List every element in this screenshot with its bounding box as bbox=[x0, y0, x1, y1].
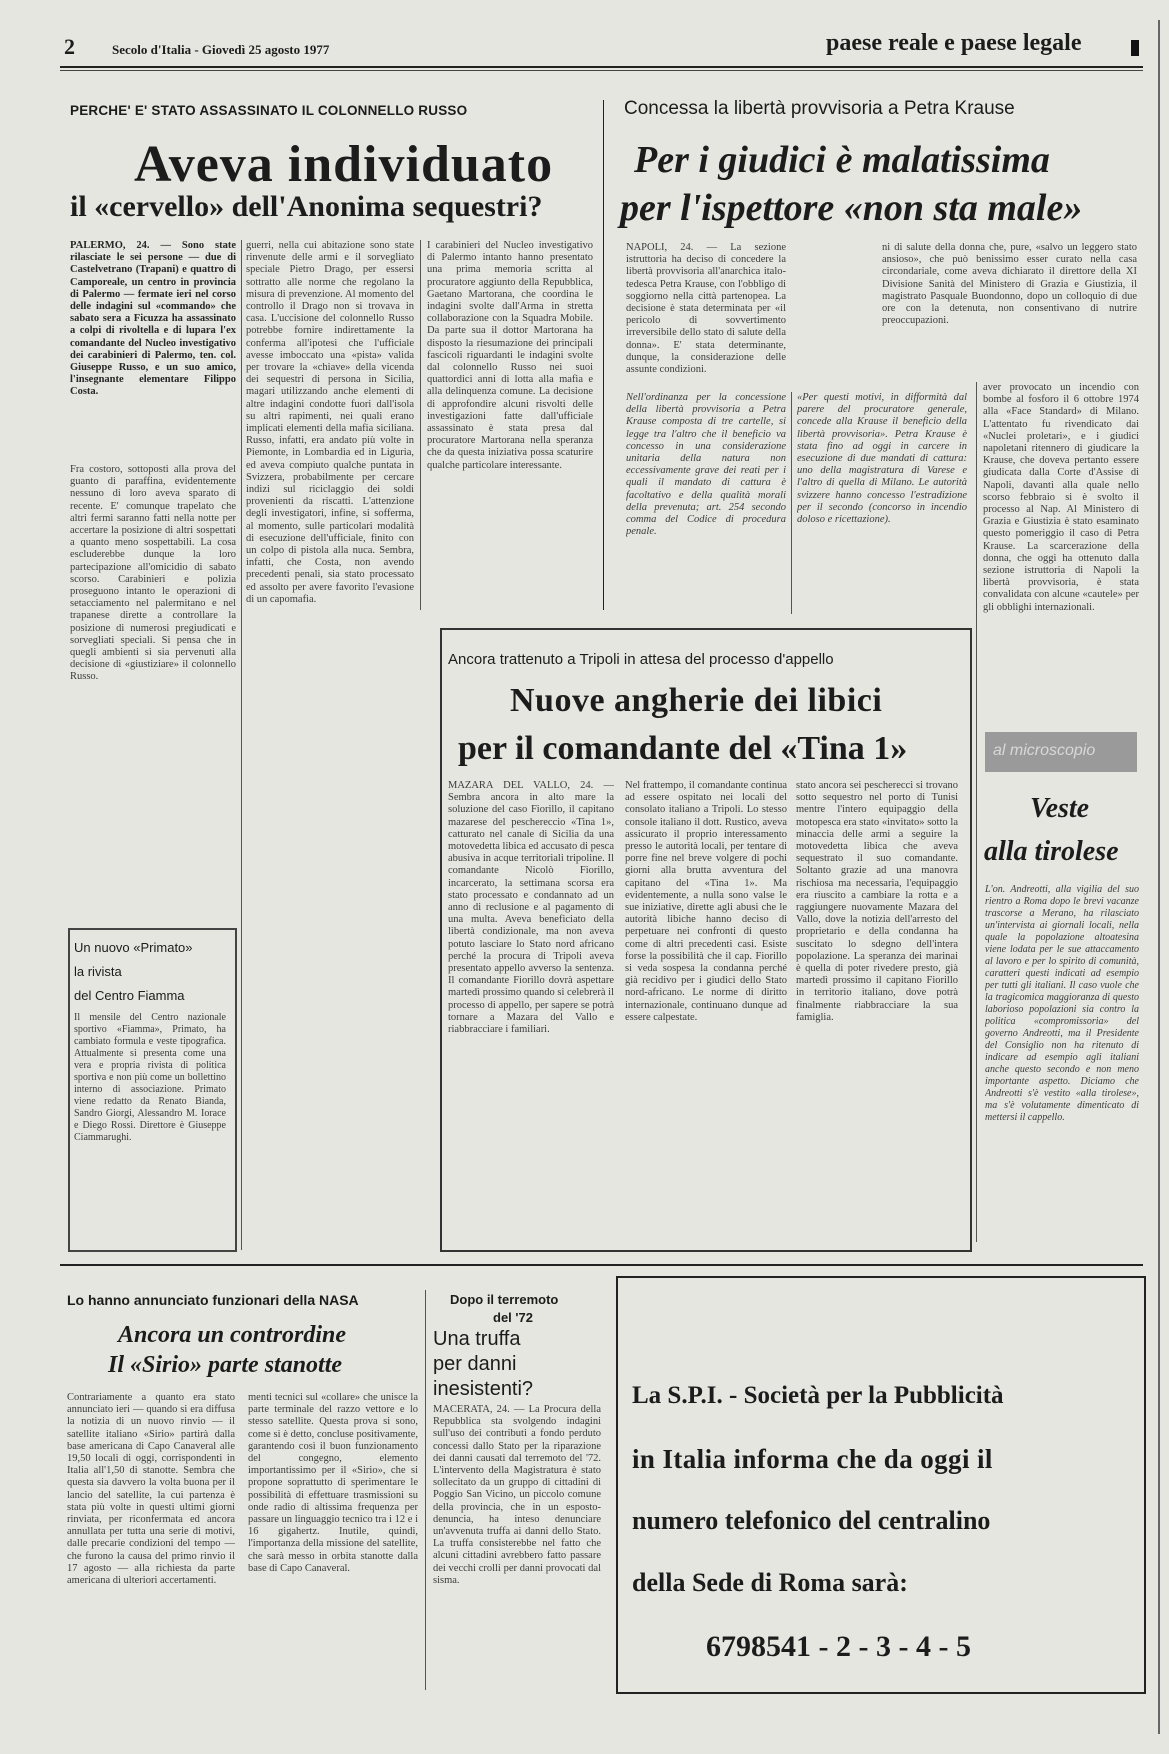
article5-headline-1: Una truffa bbox=[433, 1328, 521, 1350]
primato-text: Il mensile del Centro nazionale sportivo «Fiamma», Primato, ha cambiato formula e veste tipografica. Attualmente si presenta come una vera e propria rivista di politica sportiva e non più come un bollettino interno di associazione. Primato viene redatto da Renato Bianda, Sandro Giorgi, Alessandro M. Iorace e Diego Rossi. Direttore è Giuseppe Ciammarughi. bbox=[74, 1012, 226, 1143]
article3-kicker: Ancora trattenuto a Tripoli in attesa del processo d'appello bbox=[448, 651, 834, 668]
article2-col3: «Per questi motivi, in difformità dal parere del procuratore generale, concede alla Krause il beneficio della libertà provvisoria». Petra Krause è stata fino ad oggi in carcere in esecuzione di due mandati di cattura: uno della magistratura di Varese e l'altro di quella di Milano. Le autorità svizzere hanno concesso l'estradizione per il secondo (concorso in incendio doloso e ricettazione). bbox=[797, 392, 967, 526]
article5-kicker-1: Dopo il terremoto bbox=[450, 1292, 559, 1307]
article4-headline-1: Ancora un contrordine bbox=[118, 1322, 347, 1348]
article5-headline-3: inesistenti? bbox=[433, 1378, 534, 1400]
article2-col4: ni di salute della donna che, pure, «salvo un leggero stato ansioso», che può benissimo esser curato nella casa circondariale, come aveva dichiarato il direttore della XI Divisione Sanità del Ministero di Grazia e Giustizia, il magistrato Pasquale Buondonno, dopo un colloquio di due ore con la detenuta, non consentivano di nutrire preoccupazioni. bbox=[882, 242, 1137, 327]
article1-col4: I carabinieri del Nucleo investigativo di Palermo intanto hanno presentato una prima memoria scritta al procuratore aggiunto della Repubblica, Gaetano Martorana, che coordina le indagini svolte dall'Arma in stretta collaborazione con la Squadra Mobile. Da parte sua il dottor Martorana ha disposto la riesumazione dei principali fascicoli riguardanti le indagini svolte dal colonnello Russo nei suoi quattordici anni di lotta alla mafia e alla delinquenza comune. La decisione di approfondire alcuni risvolti delle investigazioni fatte dall'ufficiale assassinato è stata presa dal procuratore Martorana nella speranza che da questa iniziativa possa scaturire qualche particolare interessante. bbox=[427, 240, 593, 471]
article2-headline-2: per l'ispettore «non sta male» bbox=[620, 187, 1083, 229]
column-divider bbox=[603, 100, 604, 610]
advert-line-1: La S.P.I. - Società per la Pubblicità bbox=[632, 1382, 1004, 1409]
article5-headline-2: per danni bbox=[433, 1353, 517, 1375]
microscopio-headline-1: Veste bbox=[1030, 793, 1090, 824]
article4-col2: menti tecnici sul «collare» che unisce la parte terminale del razzo vettore e lo stesso satellite. Questa prova si sono, come si è detto, concluse positivamente, garantendo così il buon funzionamento del congegno, elemento importantissimo per il «Sirio», che si propone soprattutto di sperimentare le possibilità di effettuare trasmissioni su onde radio di altissima frequenza per passare un linguaggio tecnico tra i 12 e i 16 gigahertz. Inutile, quindi, l'importanza della missione del satellite, che sarà messo in orbita stanotte dalla base di Capo Canaveral. bbox=[248, 1392, 418, 1574]
article4-headline-2: Il «Sirio» parte stanotte bbox=[108, 1352, 343, 1378]
section-marker bbox=[1131, 40, 1139, 56]
page-header bbox=[0, 0, 1169, 80]
page-number: 2 bbox=[64, 34, 75, 59]
article1-headline: Aveva individuato bbox=[134, 136, 554, 193]
masthead-date: Secolo d'Italia - Giovedì 25 agosto 1977 bbox=[112, 42, 330, 57]
article3-col1: MAZARA DEL VALLO, 24. — Sembra ancora in alto mare la soluzione del caso Fiorillo, il capitano mazarese del peschereccio «Tina 1», catturato nel canale di Sicilia da una motovedetta libica ed accusato di pesca abusiva in acque territoriali tripoline. Il comandante Nicolò Fiorillo, incarcerato, la settimana scorsa era stato processato e condannato ad un anno di reclusione e al pagamento di una multa. Aveva beneficiato della libertà condizionale, ma non aveva potuto lasciare lo Stato nord africano perché la procura di Tripoli aveva presentato appello avverso la sentenza. Il comandante Fiorillo dovrà aspettare martedì prossimo quando si celebrerà il processo di appello, per sapere se potrà tornare a Mazara del Vallo e riabbracciare i familiari. bbox=[448, 780, 614, 1036]
article1-divider-2 bbox=[420, 240, 421, 610]
advert-phone: 6798541 - 2 - 3 - 4 - 5 bbox=[706, 1630, 971, 1663]
article3-headline-2: per il comandante del «Tina 1» bbox=[458, 730, 908, 767]
advert-line-2: in Italia informa che da oggi il bbox=[632, 1444, 993, 1474]
microscopio-text: L'on. Andreotti, alla vigilia del suo rientro a Roma dopo le brevi vacanze trascorse a Merano, ha rilasciato un'intervista ai giornali locali, nella quale la popolazione altoatesina viene lodata per le sue attaccamento al lavoro e per lo spirito di comunità, caratteri questi indicati ad esempio per tutti gli italiani. Il caso vuole che la tragicomica maggioranza di questo laborioso popolazioni sia contro la politica «compromissoria» del governo Andreotti, ma il Presidente del Consiglio non ha ritenuto di indicare ad esempio agli italiani anche questo secondo e non meno importante aspetto. Diciamo che Andreotti s'è vestito «alla tirolese», ma s'è volutamente dimenticato di mettersi il cappello. bbox=[985, 884, 1139, 1123]
article2-divider-2 bbox=[976, 382, 977, 1242]
article2-headline-1: Per i giudici è malatissima bbox=[634, 139, 1050, 181]
spi-advert bbox=[616, 1276, 1146, 1694]
article3-col3: stato ancora sei pescherecci si trovano sotto sequestro nel porto di Tunisi mentre l'intero equipaggio della motopesca era stato «invitato» sotto la minaccia delle armi a seguire la motovedetta libica che aveva sequestrato il suo comandante. Soltanto grazie ad una manovra rischiosa ma necessaria, l'equipaggio era riuscito a cambiare la rotta e a raggiungere nuovamente Mazara del Vallo, dove la notizia dell'arresto del proprietario e della condanna ha suscitato lo sdegno dell'intera popolazione. La speranza dei marinai è quella di poter rivedere presto, già martedì prossimo il capitano Fiorillo in territorio italiano, dove potrà finalmente riabbracciare la sua famiglia. bbox=[796, 780, 958, 1023]
article2-col5: aver provocato un incendio con bombe al fosforo il 6 ottobre 1974 alla «Face Standard» di Milano. L'attentato fu rivendicato dai «Nuclei proletari», e i giudici napoletani ritennero di giudicare la Krause, che doveva pertanto essere giudicata dalla Corte d'Assise di Napoli, davanti alla quale nello scorso febbraio si è svolto il processo al Nap. Al Ministero di Grazia e Giustizia è stato esaminato questo pomeriggio il caso di Petra Krause. La scarcerazione della donna, che oggi ha ottenuto dalla sezione istruttoria di Napoli la libertà provvisoria, è stata convalidata con alcune «cautele» per gli obblighi internazionali. bbox=[983, 382, 1139, 613]
article4-col1: Contrariamente a quanto era stato annunciato ieri — quando si era diffusa la notizia di un nuovo rinvio — il satellite italiano «Sirio» partirà dalla base americana di Capo Canaveral alle 19,50 locali di oggi, corrispondenti in Italia all'1,50 di stanotte. Sembra che questa sia davvero la volta buona per il lancio del satellite, la cui partenza è stata più volte in questi ultimi giorni rinviata, per riconfermata ed ancora annullata per tutta una serie di motivi, dalle precarie condizioni del tempo — che furono la causa del primo rinvio il 17 agosto — alla richiesta da parte americana di ulteriori accertamenti. bbox=[67, 1392, 235, 1587]
article1-subheadline: il «cervello» dell'Anonima sequestri? bbox=[70, 190, 543, 223]
microscopio-headline-2: alla tirolese bbox=[984, 836, 1119, 867]
article5-kicker-2: del '72 bbox=[493, 1310, 533, 1325]
article2-col2: Nell'ordinanza per la concessione della libertà provvisoria a Petra Krause composta di tre cartelle, si legge tra l'altro che il beneficio va concesso in una considerazione unitaria della natura non eccessivamente grave dei reati per i quali il mandato di cattura è facoltativo e della qualità morali della prevenuta; art. 254 secondo comma del Codice di procedura penale. bbox=[626, 392, 786, 538]
primato-title-1: Un nuovo «Primato» bbox=[74, 940, 193, 955]
advert-line-4: della Sede di Roma sarà: bbox=[632, 1568, 908, 1597]
primato-title-2: la rivista bbox=[74, 964, 122, 979]
article2-col1: NAPOLI, 24. — La sezione istruttoria ha deciso di concedere la libertà provvisoria all'anarchica italo-tedesca Petra Krause, con l'obbligo di soggiorno nella città partenopea. La decisione è stata determinata per «il pericolo di sovvertimento irreversibile dello stato di salute della donna». E' stata determinante, dunque, la considerazione delle assunte condizioni. bbox=[626, 242, 786, 376]
article2-kicker: Concessa la libertà provvisoria a Petra Krause bbox=[624, 98, 1015, 119]
primato-box bbox=[68, 928, 237, 1252]
article1-lead: PALERMO, 24. — Sono state rilasciate le sei persone — due di Castelvetrano (Trapani) e quattro di Camporeale, un centro in provincia di Palermo — fermate ieri nel corso delle indagini sul «commando» che sabato sera a Ficuzza ha assassinato a colpi di rivoltella e di lupara l'ex comandante del Nucleo investigativo dei carabinieri di Palermo, ten. col. Giuseppe Russo, e un suo amico, l'insegnante elementare Filippo Costa. bbox=[70, 240, 236, 398]
article1-col2: Fra costoro, sottoposti alla prova del guanto di paraffina, evidentemente nessuno di loro aveva sparato di recente. E' comunque trapelato che altri fermi saranno fatti nella notte per accertare la posizione di altri sospettati a quanto meno sospettabili. La cosa escluderebbe dunque la loro partecipazione all'omicidio di sabato scorso. Carabinieri e polizia proseguono intanto le operazioni di setacciamento nel palermitano e nel trapanese dirette a controllare la posizione di numerosi pregiudicati e sorvegliati speciali. Si pensa che in quegli ambienti si sia pervenuti alla decisione di «giustiziare» il colonnello Russo. bbox=[70, 464, 236, 683]
article2-divider bbox=[791, 392, 792, 614]
article1-kicker: PERCHE' E' STATO ASSASSINATO IL COLONNELLO RUSSO bbox=[70, 103, 468, 118]
header-rule bbox=[60, 66, 1143, 68]
microscopio-label: al microscopio bbox=[993, 742, 1096, 759]
bottom-section-rule bbox=[60, 1264, 1143, 1266]
section-title: paese reale e paese legale bbox=[826, 30, 1082, 56]
advert-line-3: numero telefonico del centralino bbox=[632, 1506, 991, 1535]
primato-title-3: del Centro Fiamma bbox=[74, 988, 185, 1003]
header-rule-thin bbox=[60, 70, 1143, 71]
article1-divider bbox=[241, 240, 242, 1250]
article4-kicker: Lo hanno annunciato funzionari della NASA bbox=[67, 1292, 359, 1308]
article1-col3: guerri, nella cui abitazione sono state rinvenute delle armi e il sorvegliato speciale Pietro Drago, per essersi sottratto alle norme che regolano la misura di prevenzione. Al momento del controllo il Drago non si trovava in casa. L'uccisione del colonnello Russo potrebbe fornire indirettamente la conferma all'ipotesi che l'ufficiale avesse imboccato una «pista» valida per trovare la «chiave» della vicenda dei sequestri di persona in Sicilia, magari utilizzando anche elementi di altre indagini condotte fuori dall'isola su altri rapimenti, nei quali erano implicati elementi della mafia siciliana. Russo, infatti, era andato più volte in Piemonte, in Lombardia ed in Liguria, ed aveva compiuto qualche puntata in Svizzera, probabilmente per cercare indizi sul riciclaggio dei soldi provenienti da riscatti. L'attenzione degli investigatori, infine, si sofferma, al momento, sulle particolari modalità di esecuzione dell'ufficiale, finito con un colpo di pistola alla nuca. Sembra, infatti, che Costa, non avendo precedenti penali, sia stato processato ed assolto per avere favorito l'evasione di un capomafia. bbox=[246, 240, 414, 605]
page-edge-rule bbox=[1158, 20, 1160, 1734]
bottom-divider bbox=[425, 1290, 426, 1690]
article3-headline-1: Nuove angherie dei libici bbox=[510, 682, 883, 719]
article3-col2: Nel frattempo, il comandante continua ad essere ospitato nei locali del consolato italiano a Tripoli. Lo stesso console italiano il dott. Rustico, aveva assicurato il proprio interessamento presso le autorità locali, per tentare di porre fine nel breve volgere di pochi giorni alla brutta avventura del capitano del «Tina 1». Ma evidentemente, a nulla sono valse le sue iniziative, dirette agli abusi che le autorità libiche hanno deciso di perpetuare nei confronti di questo come di altri precedenti casi. Esiste forse la possibilità che il cap. Fiorillo si veda sospesa la condanna perché già recidivo per i giudici dello Stato nord-africano. Le norme di diritto internazionale, continuano dunque ad essere calpestate. bbox=[625, 780, 787, 1023]
article5-text: MACERATA, 24. — La Procura della Repubblica sta svolgendo indagini sull'uso dei contributi a fondo perduto concessi dallo Stato per la riparazione dei danni causati dal terremoto del '72. L'intervento della Magistratura è stato sollecitato da un gruppo di cittadini di Poggio San Vicino, un piccolo comune della provincia, che in un esposto-denuncia, ha inteso denunciare un'avvenuta truffa ai danni dello Stato. La truffa consisterebbe nel fatto che alcuni cittadini avrebbero fatto passare dei vecchi crolli per danni provocati dal sisma. bbox=[433, 1404, 601, 1586]
